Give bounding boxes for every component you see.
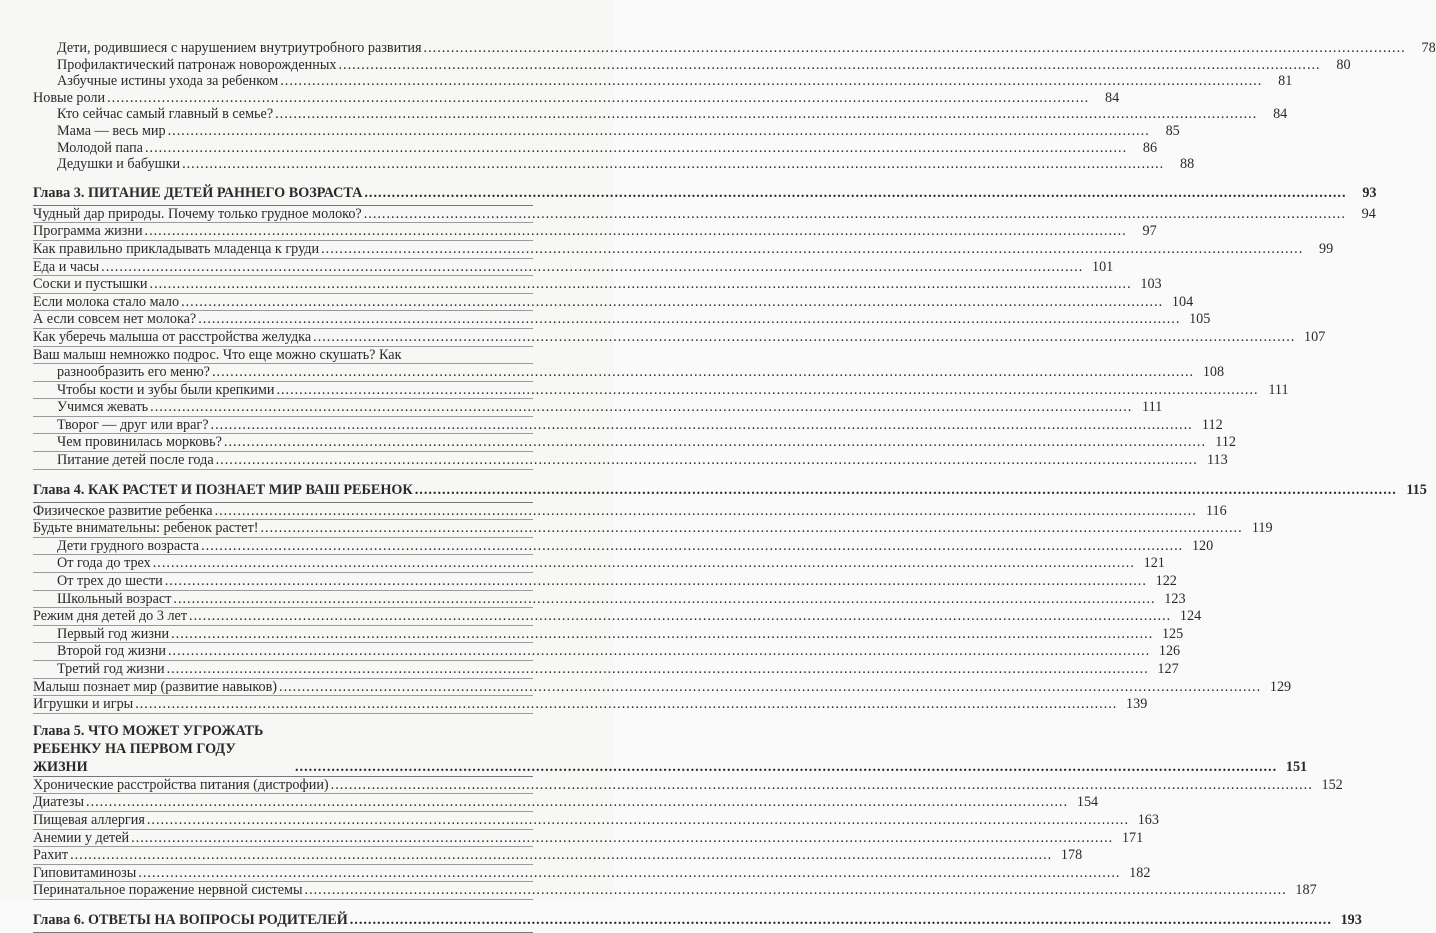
- toc-entry: [33, 240, 1334, 259]
- entry-title: Учимся жевать: [57, 399, 149, 416]
- toc-entry: [33, 794, 1099, 812]
- page-number: 163: [1137, 811, 1159, 828]
- dot-leader: [182, 156, 1164, 173]
- page-number: 127: [1157, 661, 1179, 677]
- entry-title: Если молока стало мало: [33, 293, 180, 310]
- dot-leader: [167, 661, 1149, 678]
- page-number: 129: [1269, 678, 1292, 695]
- entry-title: Анемии у детей: [33, 829, 130, 846]
- entry-title: Рахит: [33, 847, 69, 864]
- dot-leader: [168, 643, 1150, 660]
- toc-entry: [33, 811, 1159, 830]
- page-number: 178: [1060, 847, 1083, 864]
- toc-entry: [33, 776, 1343, 795]
- toc-entry: [33, 520, 1273, 538]
- dot-leader: [338, 57, 1320, 74]
- page-number: 124: [1179, 608, 1202, 625]
- toc-entry: [33, 89, 1120, 107]
- dot-leader: [313, 329, 1295, 346]
- dot-leader: [279, 679, 1261, 696]
- dot-leader: [168, 123, 1150, 140]
- toc-entry: [33, 864, 1151, 883]
- entry-title: Дедушки и бабушки: [57, 156, 181, 173]
- page-number: 121: [1143, 555, 1165, 572]
- dot-leader: [189, 608, 1171, 625]
- page-number: 105: [1189, 311, 1211, 328]
- page-number: 122: [1155, 573, 1177, 590]
- page-number: 182: [1129, 864, 1151, 881]
- dot-leader: [107, 90, 1089, 107]
- toc-entry: [33, 364, 1225, 382]
- toc-entry: [33, 608, 1202, 626]
- dot-leader: [261, 520, 1243, 537]
- page-number: 84: [1105, 89, 1120, 106]
- entry-title: Перинатальное поражение нервной системы: [33, 882, 303, 899]
- entry-title: Ваш малыш немножко подрос. Что еще можно скушать? Как: [33, 346, 402, 363]
- toc-entry: [33, 258, 1114, 277]
- entry-title: Кто сейчас самый главный в семье?: [57, 106, 274, 123]
- entry-title: Третий год жизни: [57, 661, 165, 677]
- entry-title: Чем провинилась морковь?: [57, 434, 222, 451]
- dot-leader: [135, 696, 1117, 713]
- dot-leader: [138, 865, 1120, 882]
- dot-leader: [305, 882, 1287, 899]
- page-number: 85: [1165, 122, 1180, 139]
- toc-entry: [33, 678, 1292, 697]
- spacer: [33, 470, 533, 473]
- page-number: 103: [1140, 276, 1162, 293]
- spacer: [33, 900, 533, 903]
- dot-leader: [145, 140, 1127, 157]
- toc-entry: [33, 434, 1237, 452]
- dot-leader: [131, 830, 1113, 847]
- page-number: 86: [1142, 139, 1158, 156]
- dot-leader: [150, 399, 1132, 416]
- toc-entry: [33, 399, 1163, 417]
- toc-entry: [33, 106, 1288, 123]
- dot-leader: [201, 538, 1183, 555]
- page-number: 111: [1142, 399, 1163, 416]
- entry-title: Профилактический патронаж новорожденных: [57, 56, 337, 73]
- dot-leader: [145, 223, 1127, 240]
- entry-title: Глава 5. ЧТО МОЖЕТ УГРОЖАТЬ РЕБЕНКУ НА ПЕРВОМ ГОДУ ЖИЗНИ: [33, 722, 264, 775]
- page-number: 97: [1142, 223, 1157, 240]
- dot-leader: [415, 478, 1397, 502]
- dot-leader: [216, 452, 1198, 469]
- entry-title: Пищевая аллергия: [33, 811, 145, 828]
- dot-leader: [153, 555, 1135, 572]
- entry-title: Мама — весь мир: [57, 122, 166, 139]
- entry-title: Чудный дар природы. Почему только грудное молоко?: [33, 205, 362, 222]
- entry-title: Как правильно прикладывать младенца к груди: [33, 240, 320, 257]
- page-number: 88: [1180, 156, 1195, 173]
- page-number: 78: [1421, 40, 1436, 56]
- entry-title: Физическое развитие ребенка: [33, 502, 213, 519]
- page-number: 113: [1206, 452, 1228, 469]
- dot-leader: [211, 417, 1193, 434]
- entry-title: Второй год жизни: [57, 643, 166, 660]
- entry-title: Дети, родившиеся с нарушением внутриутробного развития: [57, 40, 422, 56]
- dot-leader: [364, 181, 1346, 205]
- toc-entry: [33, 139, 1158, 157]
- toc-entry: [33, 555, 1165, 573]
- entry-title: Малыш познает мир (развитие навыков): [33, 678, 278, 695]
- page-number: 193: [1340, 911, 1362, 928]
- page-number: 152: [1321, 776, 1343, 793]
- toc-entry: [33, 847, 1083, 865]
- page-number: 84: [1273, 106, 1288, 123]
- dot-leader: [173, 591, 1155, 608]
- page-number: 111: [1268, 381, 1289, 398]
- toc-entry: [33, 156, 1195, 173]
- toc-entry: [33, 40, 1436, 57]
- dot-leader: [165, 573, 1147, 590]
- entry-title: Глава 6. ОТВЕТЫ НА ВОПРОСЫ РОДИТЕЛЕЙ: [33, 911, 348, 928]
- toc-entry: [33, 56, 1351, 74]
- page-number: 119: [1251, 520, 1273, 537]
- entry-title: Чтобы кости и зубы были крепкими: [57, 381, 275, 398]
- entry-title: От трех до шести: [57, 573, 163, 590]
- entry-title: разнообразить его меню?: [57, 364, 210, 381]
- entry-title: Глава 3. ПИТАНИЕ ДЕТЕЙ РАННЕГО ВОЗРАСТА: [33, 184, 363, 201]
- entry-title: Режим дня детей до 3 лет: [33, 608, 188, 625]
- toc-entry: [33, 347, 533, 365]
- toc-entry: [33, 73, 1293, 90]
- toc-entry: [33, 829, 1144, 848]
- page-number: 107: [1304, 328, 1326, 345]
- chapter-heading: [33, 722, 1308, 777]
- dot-leader: [280, 73, 1262, 90]
- page-number: 187: [1295, 882, 1317, 899]
- dot-leader: [86, 794, 1068, 811]
- page-number: 81: [1278, 73, 1293, 90]
- page-number: 116: [1205, 502, 1227, 519]
- page-number: 112: [1201, 416, 1223, 433]
- page-number: 99: [1319, 240, 1334, 257]
- entry-title: От года до трех: [57, 555, 151, 572]
- dot-leader: [275, 106, 1257, 123]
- dot-leader: [295, 758, 1277, 776]
- dot-leader: [70, 847, 1052, 864]
- page-number: 123: [1164, 590, 1186, 607]
- page-number: 80: [1336, 56, 1351, 73]
- toc-entry: [33, 696, 1148, 714]
- toc-entry: [33, 416, 1223, 435]
- dot-leader: [147, 812, 1129, 829]
- toc-entry: [33, 122, 1180, 140]
- dot-leader: [198, 311, 1180, 328]
- entry-title: Питание детей после года: [57, 452, 214, 469]
- spacer: [33, 173, 533, 176]
- toc-entry: [33, 502, 1227, 521]
- toc-entry: [33, 573, 1177, 591]
- page-number: 120: [1191, 537, 1214, 554]
- dot-leader: [276, 382, 1258, 399]
- entry-title: Программа жизни: [33, 223, 143, 240]
- toc-entry: [33, 381, 1289, 400]
- dot-leader: [321, 241, 1303, 258]
- toc-entry: [33, 452, 1228, 470]
- page-number: 139: [1126, 696, 1148, 713]
- toc-entry: [33, 590, 1186, 609]
- entry-title: Первый год жизни: [57, 625, 170, 642]
- dot-leader: [350, 908, 1332, 932]
- page-number: 151: [1285, 758, 1308, 775]
- toc-entry: [33, 625, 1184, 644]
- dot-leader: [101, 259, 1083, 276]
- chapter-heading: [33, 478, 1427, 503]
- dot-leader: [212, 364, 1194, 381]
- toc-entry: [33, 661, 1179, 679]
- page-number: 112: [1215, 434, 1237, 451]
- toc-entry: [33, 311, 1211, 329]
- entry-title: Азбучные истины ухода за ребенком: [57, 73, 279, 90]
- page-number: 125: [1161, 625, 1184, 642]
- dot-leader: [331, 777, 1313, 794]
- toc-entry: [33, 882, 1317, 900]
- toc-entry: [33, 293, 1194, 312]
- page-number: 171: [1121, 829, 1144, 846]
- dot-leader: [181, 294, 1163, 311]
- page-number: 126: [1158, 643, 1181, 660]
- toc-entry: [33, 328, 1326, 347]
- page-number: 104: [1171, 293, 1194, 310]
- toc-entry: [33, 643, 1181, 661]
- entry-title: Творог — друг или враг?: [57, 416, 209, 433]
- entry-title: Гиповитаминозы: [33, 864, 137, 881]
- dot-leader: [171, 626, 1153, 643]
- entry-title: Дети грудного возраста: [57, 537, 200, 554]
- dot-leader: [224, 434, 1206, 451]
- entry-title: Игрушки и игры: [33, 696, 134, 713]
- entry-title: Школьный возраст: [57, 590, 172, 607]
- dot-leader: [364, 206, 1346, 223]
- dot-leader: [215, 503, 1197, 520]
- entry-title: Как уберечь малыша от расстройства желудка: [33, 328, 312, 345]
- dot-leader: [150, 276, 1132, 293]
- entry-title: Соски и пустышки: [33, 276, 148, 293]
- entry-title: Глава 4. КАК РАСТЕТ И ПОЗНАЕТ МИР ВАШ РЕБЕНОК: [33, 481, 413, 498]
- page-number: 108: [1202, 364, 1225, 381]
- page-number: 93: [1362, 184, 1377, 201]
- dot-leader: [424, 40, 1406, 57]
- entry-title: Еда и часы: [33, 258, 100, 275]
- page-number: 101: [1091, 258, 1114, 275]
- entry-title: Хронические расстройства питания (дистрофии): [33, 776, 329, 793]
- toc-entry: [33, 537, 1214, 556]
- entry-title: А если совсем нет молока?: [33, 311, 197, 328]
- page-number: 154: [1076, 794, 1099, 811]
- entry-title: Новые роли: [33, 89, 106, 106]
- chapter-heading: [33, 908, 1362, 933]
- chapter-heading: [33, 181, 1377, 206]
- toc-entry: [33, 276, 1162, 294]
- toc-entry: [33, 205, 1376, 224]
- entry-title: Будьте внимательны: ребенок растет!: [33, 520, 259, 537]
- toc-entry: [33, 223, 1157, 241]
- spacer: [33, 714, 533, 717]
- entry-title: Молодой папа: [57, 139, 143, 156]
- entry-title: Диатезы: [33, 794, 85, 811]
- table-of-contents: [33, 40, 1436, 933]
- page-number: 115: [1406, 481, 1427, 498]
- page-number: 94: [1361, 205, 1376, 222]
